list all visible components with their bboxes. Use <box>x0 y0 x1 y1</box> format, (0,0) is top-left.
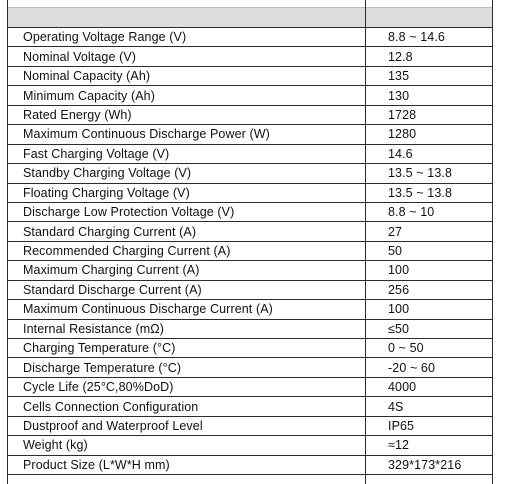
spec-table <box>7 0 493 484</box>
spec-name-cell: Standby Charging Voltage (V) <box>23 166 192 181</box>
table-row <box>8 339 492 358</box>
table-row <box>8 378 492 397</box>
table-row <box>8 28 492 47</box>
table-row <box>8 242 492 261</box>
table-row <box>8 261 492 280</box>
spec-name-cell: Cycle Life (25°C,80%DoD) <box>23 380 174 395</box>
spec-value-cell: 50 <box>388 244 403 259</box>
spec-value-cell: 1280 <box>388 127 417 142</box>
spec-name-cell: Nominal Voltage (V) <box>23 49 137 64</box>
spec-name-cell: Standard Discharge Current (A) <box>23 282 202 297</box>
spec-value-cell: 13.5 ~ 13.8 <box>388 166 453 181</box>
spec-value-cell: 4S <box>388 399 404 414</box>
spec-name-cell: Charging Temperature (°C) <box>23 341 176 356</box>
table-row <box>8 47 492 66</box>
table-row <box>8 222 492 241</box>
spec-value-cell: ≤50 <box>388 321 410 336</box>
table-row <box>8 184 492 203</box>
spec-value-cell: 8.8 ~ 14.6 <box>388 30 445 45</box>
spec-value-cell: 13.5 ~ 13.8 <box>388 185 453 200</box>
spec-value-cell: 135 <box>388 69 410 84</box>
spec-name-cell: Internal Resistance (mΩ) <box>23 321 164 336</box>
spec-name-cell: Product Size (L*W*H mm) <box>23 457 170 472</box>
spec-value-cell: 8.8 ~ 10 <box>388 205 435 220</box>
table-row <box>8 456 492 475</box>
spec-value-cell: 14.6 <box>388 146 413 161</box>
table-row <box>8 300 492 319</box>
spec-rows <box>8 28 492 475</box>
table-row <box>8 67 492 86</box>
table-row <box>8 125 492 144</box>
table-row <box>8 86 492 105</box>
table-row <box>8 358 492 377</box>
spec-name-cell: Discharge Low Protection Voltage (V) <box>23 205 235 220</box>
spec-name-cell: Maximum Charging Current (A) <box>23 263 200 278</box>
table-row <box>8 106 492 125</box>
spec-name-cell: Discharge Temperature (°C) <box>23 360 182 375</box>
spec-value-cell: -20 ~ 60 <box>388 360 436 375</box>
table-row <box>8 164 492 183</box>
table-row <box>8 320 492 339</box>
spec-name-cell: Fast Charging Voltage (V) <box>23 146 170 161</box>
spec-value-cell: IP65 <box>388 418 415 433</box>
spec-name-cell: Weight (kg) <box>23 438 88 453</box>
spec-value-cell: ≈12 <box>388 438 410 453</box>
spec-name-cell: Cells Connection Configuration <box>23 399 199 414</box>
table-row <box>8 203 492 222</box>
spec-name-cell: Maximum Continuous Discharge Power (W) <box>23 127 270 142</box>
spec-name-cell: Maximum Continuous Discharge Current (A) <box>23 302 273 317</box>
spec-value-cell: 256 <box>388 282 410 297</box>
spec-value-cell: 100 <box>388 263 410 278</box>
spec-name-cell: Operating Voltage Range (V) <box>23 30 187 45</box>
spec-name-cell: Rated Energy (Wh) <box>23 107 132 122</box>
spec-value-cell: 1728 <box>388 107 417 122</box>
table-row <box>8 281 492 300</box>
spec-value-cell: 4000 <box>388 380 417 395</box>
spec-name-cell: Minimum Capacity (Ah) <box>23 88 155 103</box>
table-row <box>8 397 492 416</box>
spec-value-cell: 0 ~ 50 <box>388 341 424 356</box>
spec-value-cell: 329*173*216 <box>388 457 462 472</box>
spec-value-cell: 130 <box>388 88 410 103</box>
table-top-strip <box>8 0 492 8</box>
spec-name-cell: Floating Charging Voltage (V) <box>23 185 190 200</box>
spec-name-cell: Recommended Charging Current (A) <box>23 244 231 259</box>
spec-name-cell: Standard Charging Current (A) <box>23 224 197 239</box>
spec-name-cell: Nominal Capacity (Ah) <box>23 69 151 84</box>
table-row <box>8 436 492 455</box>
table-header-band <box>8 8 492 28</box>
spec-name-cell: Dustproof and Waterproof Level <box>23 418 203 433</box>
spec-value-cell: 100 <box>388 302 410 317</box>
table-row <box>8 145 492 164</box>
table-row <box>8 417 492 436</box>
spec-value-cell: 27 <box>388 224 403 239</box>
spec-value-cell: 12.8 <box>388 49 413 64</box>
